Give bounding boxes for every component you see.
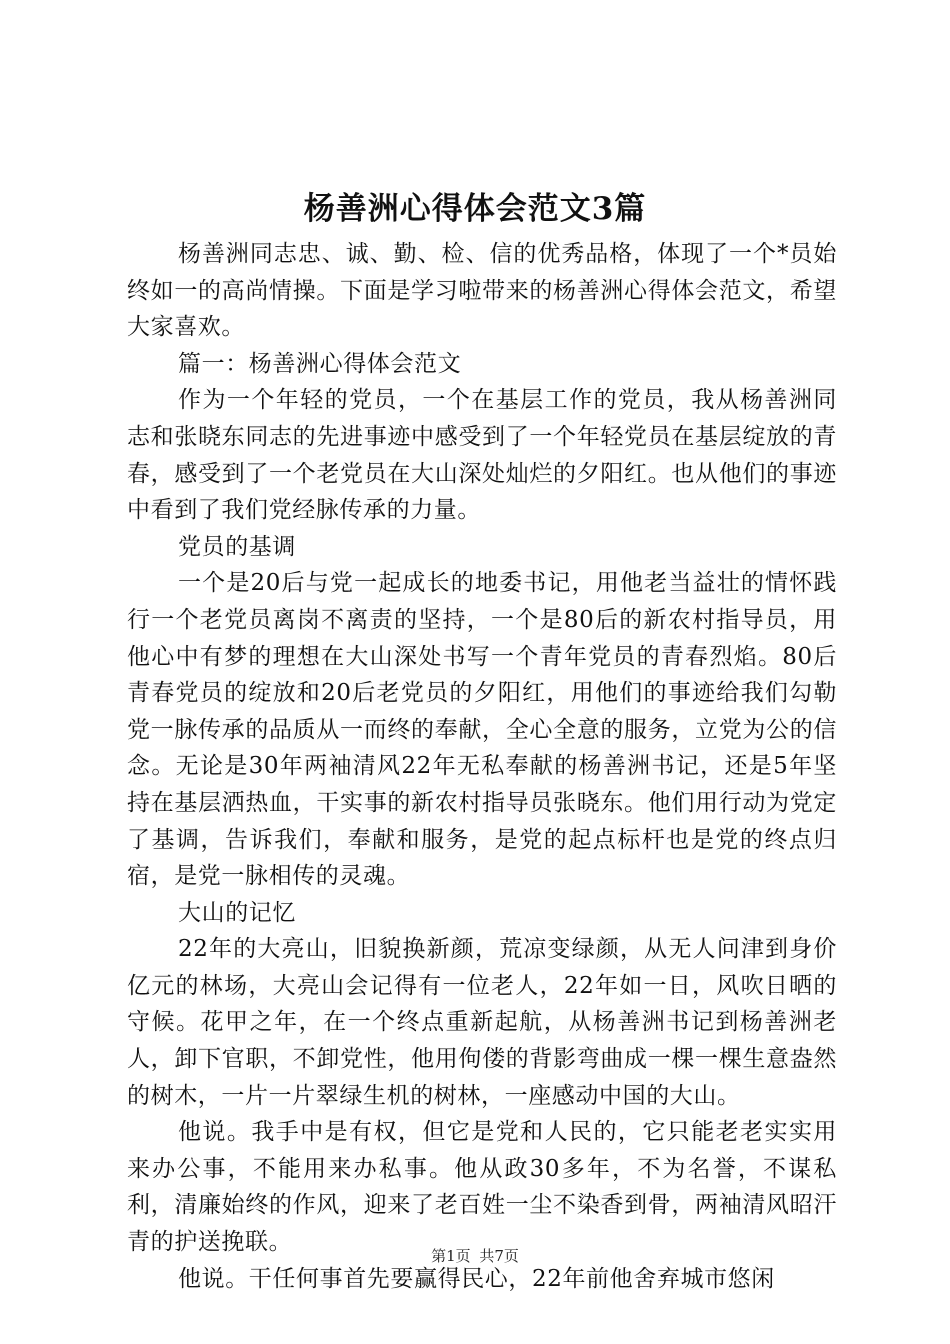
section-heading-part-one: 篇一：杨善洲心得体会范文: [178, 350, 462, 377]
paragraph: 他说。干任何事首先要赢得民心，22年前他舍弃城市悠闲: [178, 1265, 775, 1292]
paragraph: 一个是20后与党一起成长的地委书记，用他老当益壮的情怀践行一个老党员离岗不离责的坚持，一个是80后的新农村指导员，用他心中有梦的理想在大山深处书写一个青年党员的青春烈焰。80后青春党员的绽放和20后老党员的夕阳红，用他们的事迹给我们勾勒党一脉传承的品质从一而终的奉献，全心全意的服务，立党为公的信念。无论是30年两袖清风22年无私奉献的杨善洲书记，还是5年坚持在基层洒热血，干实事的新农村指导员张晓东。他们用行动为党定了基调，告诉我们，奉献和服务，是党的起点标杆也是党的终点归宿，是党一脉相传的灵魂。: [127, 570, 837, 890]
paragraph-intro: 杨善洲同志忠、诚、勤、检、信的优秀品格，体现了一个*员始终如一的高尚情操。下面是学习啦带来的杨善洲心得体会范文，希望大家喜欢。: [127, 241, 837, 341]
paragraph: 作为一个年轻的党员，一个在基层工作的党员，我从杨善洲同志和张晓东同志的先进事迹中感受到了一个年轻党员在基层绽放的青春，感受到了一个老党员在大山深处灿烂的夕阳红。也从他们的事迹中看到了我们党经脉传承的力量。: [127, 387, 837, 524]
page-number: 第1页: [431, 1247, 471, 1265]
paragraph: 他说。我手中是有权，但它是党和人民的，它只能老老实实用来办公事，不能用来办私事。他从政30多年，不为名誉，不谋私利，清廉始终的作风，迎来了老百姓一尘不染香到骨，两袖清风昭汗青的护送挽联。: [127, 1119, 837, 1256]
document-body: [127, 236, 837, 1297]
paragraph: 22年的大亮山，旧貌换新颜，荒凉变绿颜，从无人问津到身价亿元的林场，大亮山会记得有一位老人，22年如一日，风吹日晒的守候。花甲之年，在一个终点重新起航，从杨善洲书记到杨善洲老人，卸下官职，不卸党性，他用佝偻的背影弯曲成一棵一棵生意盎然的树木，一片一片翠绿生机的树林，一座感动中国的大山。: [127, 936, 837, 1109]
section-heading: 党员的基调: [178, 533, 296, 560]
page-footer: [0, 1245, 950, 1267]
section-heading: 大山的记忆: [178, 899, 296, 926]
page-total: 共7页: [479, 1247, 519, 1265]
document-title: 杨善洲心得体会范文3篇: [303, 191, 647, 227]
